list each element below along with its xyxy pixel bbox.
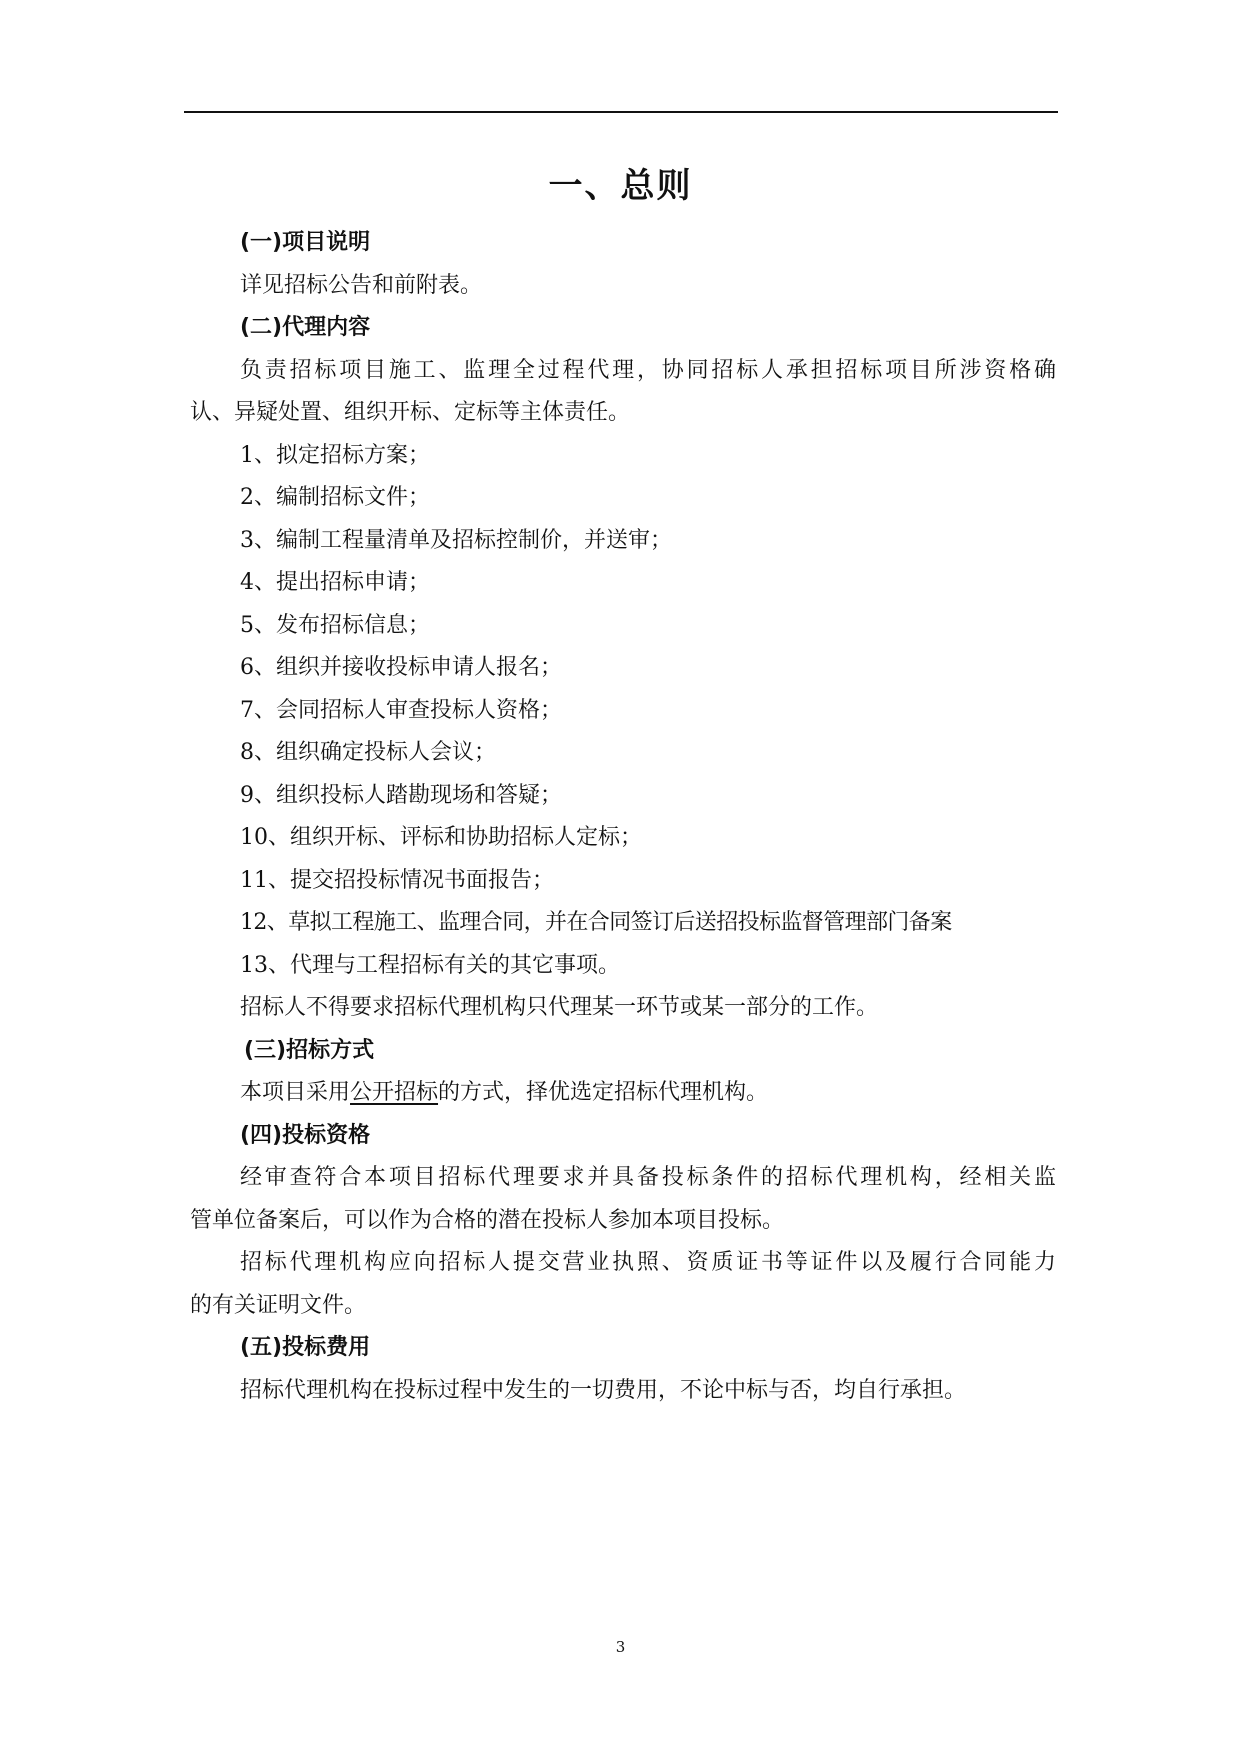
section-body-project: 详见招标公告和前附表。 [240,272,483,298]
page-title: 一、总则 [548,166,693,206]
section-heading-project: (一)项目说明 [240,230,371,255]
section-body-qualification-p1-line1: 经审查符合本项目招标代理要求并具备投标条件的招标代理机构，经相关监 [240,1165,1056,1190]
section-body-qualification-p2-line1: 招标代理机构应向招标人提交营业执照、资质证书等证件以及履行合同能力 [240,1250,1056,1275]
list-item: 11、提交招投标情况书面报告； [240,867,554,893]
section-body-qualification-p2-line2: 的有关证明文件。 [190,1292,367,1318]
text-segment: 的方式，择优选定招标代理机构。 [438,1080,769,1105]
section-heading-agency-content: (二)代理内容 [240,315,371,340]
section-heading-bidding-method: (三)招标方式 [244,1037,375,1063]
list-item: 5、发布招标信息； [240,612,430,638]
section-note-agency: 招标人不得要求招标代理机构只代理某一环节或某一部分的工作。 [240,995,879,1020]
section-body-agency-line2: 认、异疑处置、组织开标、定标等主体责任。 [190,400,631,425]
list-item: 12、草拟工程施工、监理合同，并在合同签订后送招投标监督管理部门备案 [240,910,952,935]
section-body-qualification-p1-line2: 管单位备案后，可以作为合格的潜在投标人参加本项目投标。 [190,1207,785,1233]
section-body-agency-line1: 负责招标项目施工、监理全过程代理，协同招标人承担招标项目所涉资格确 [240,357,1056,383]
list-item: 9、组织投标人踏勘现场和答疑； [240,782,562,808]
text-segment: 本项目采用 [240,1080,351,1105]
list-item: 8、组织确定投标人会议； [240,740,496,765]
list-item: 3、编制工程量清单及招标控制价，并送审； [240,527,672,553]
document-body [190,222,1056,1412]
list-item: 10、组织开标、评标和协助招标人定标； [240,825,642,850]
section-heading-qualification: (四)投标资格 [240,1122,371,1148]
list-item: 13、代理与工程招标有关的其它事项。 [240,952,620,978]
list-item: 1、拟定招标方案； [240,442,430,468]
list-item: 6、组织并接收投标申请人报名； [240,655,562,680]
section-body-bidding-method [190,1072,1056,1115]
header-rule [184,111,1058,113]
list-item: 7、会同招标人审查投标人资格； [240,697,562,723]
section-heading-bid-cost: (五)投标费用 [240,1335,371,1360]
list-item: 2、编制招标文件； [240,485,430,510]
underlined-term: 公开招标 [350,1080,439,1105]
section-body-bid-cost: 招标代理机构在投标过程中发生的一切费用，不论中标与否，均自行承担。 [240,1377,967,1403]
page-number: 3 [615,1638,626,1656]
list-item: 4、提出招标申请； [240,570,430,595]
